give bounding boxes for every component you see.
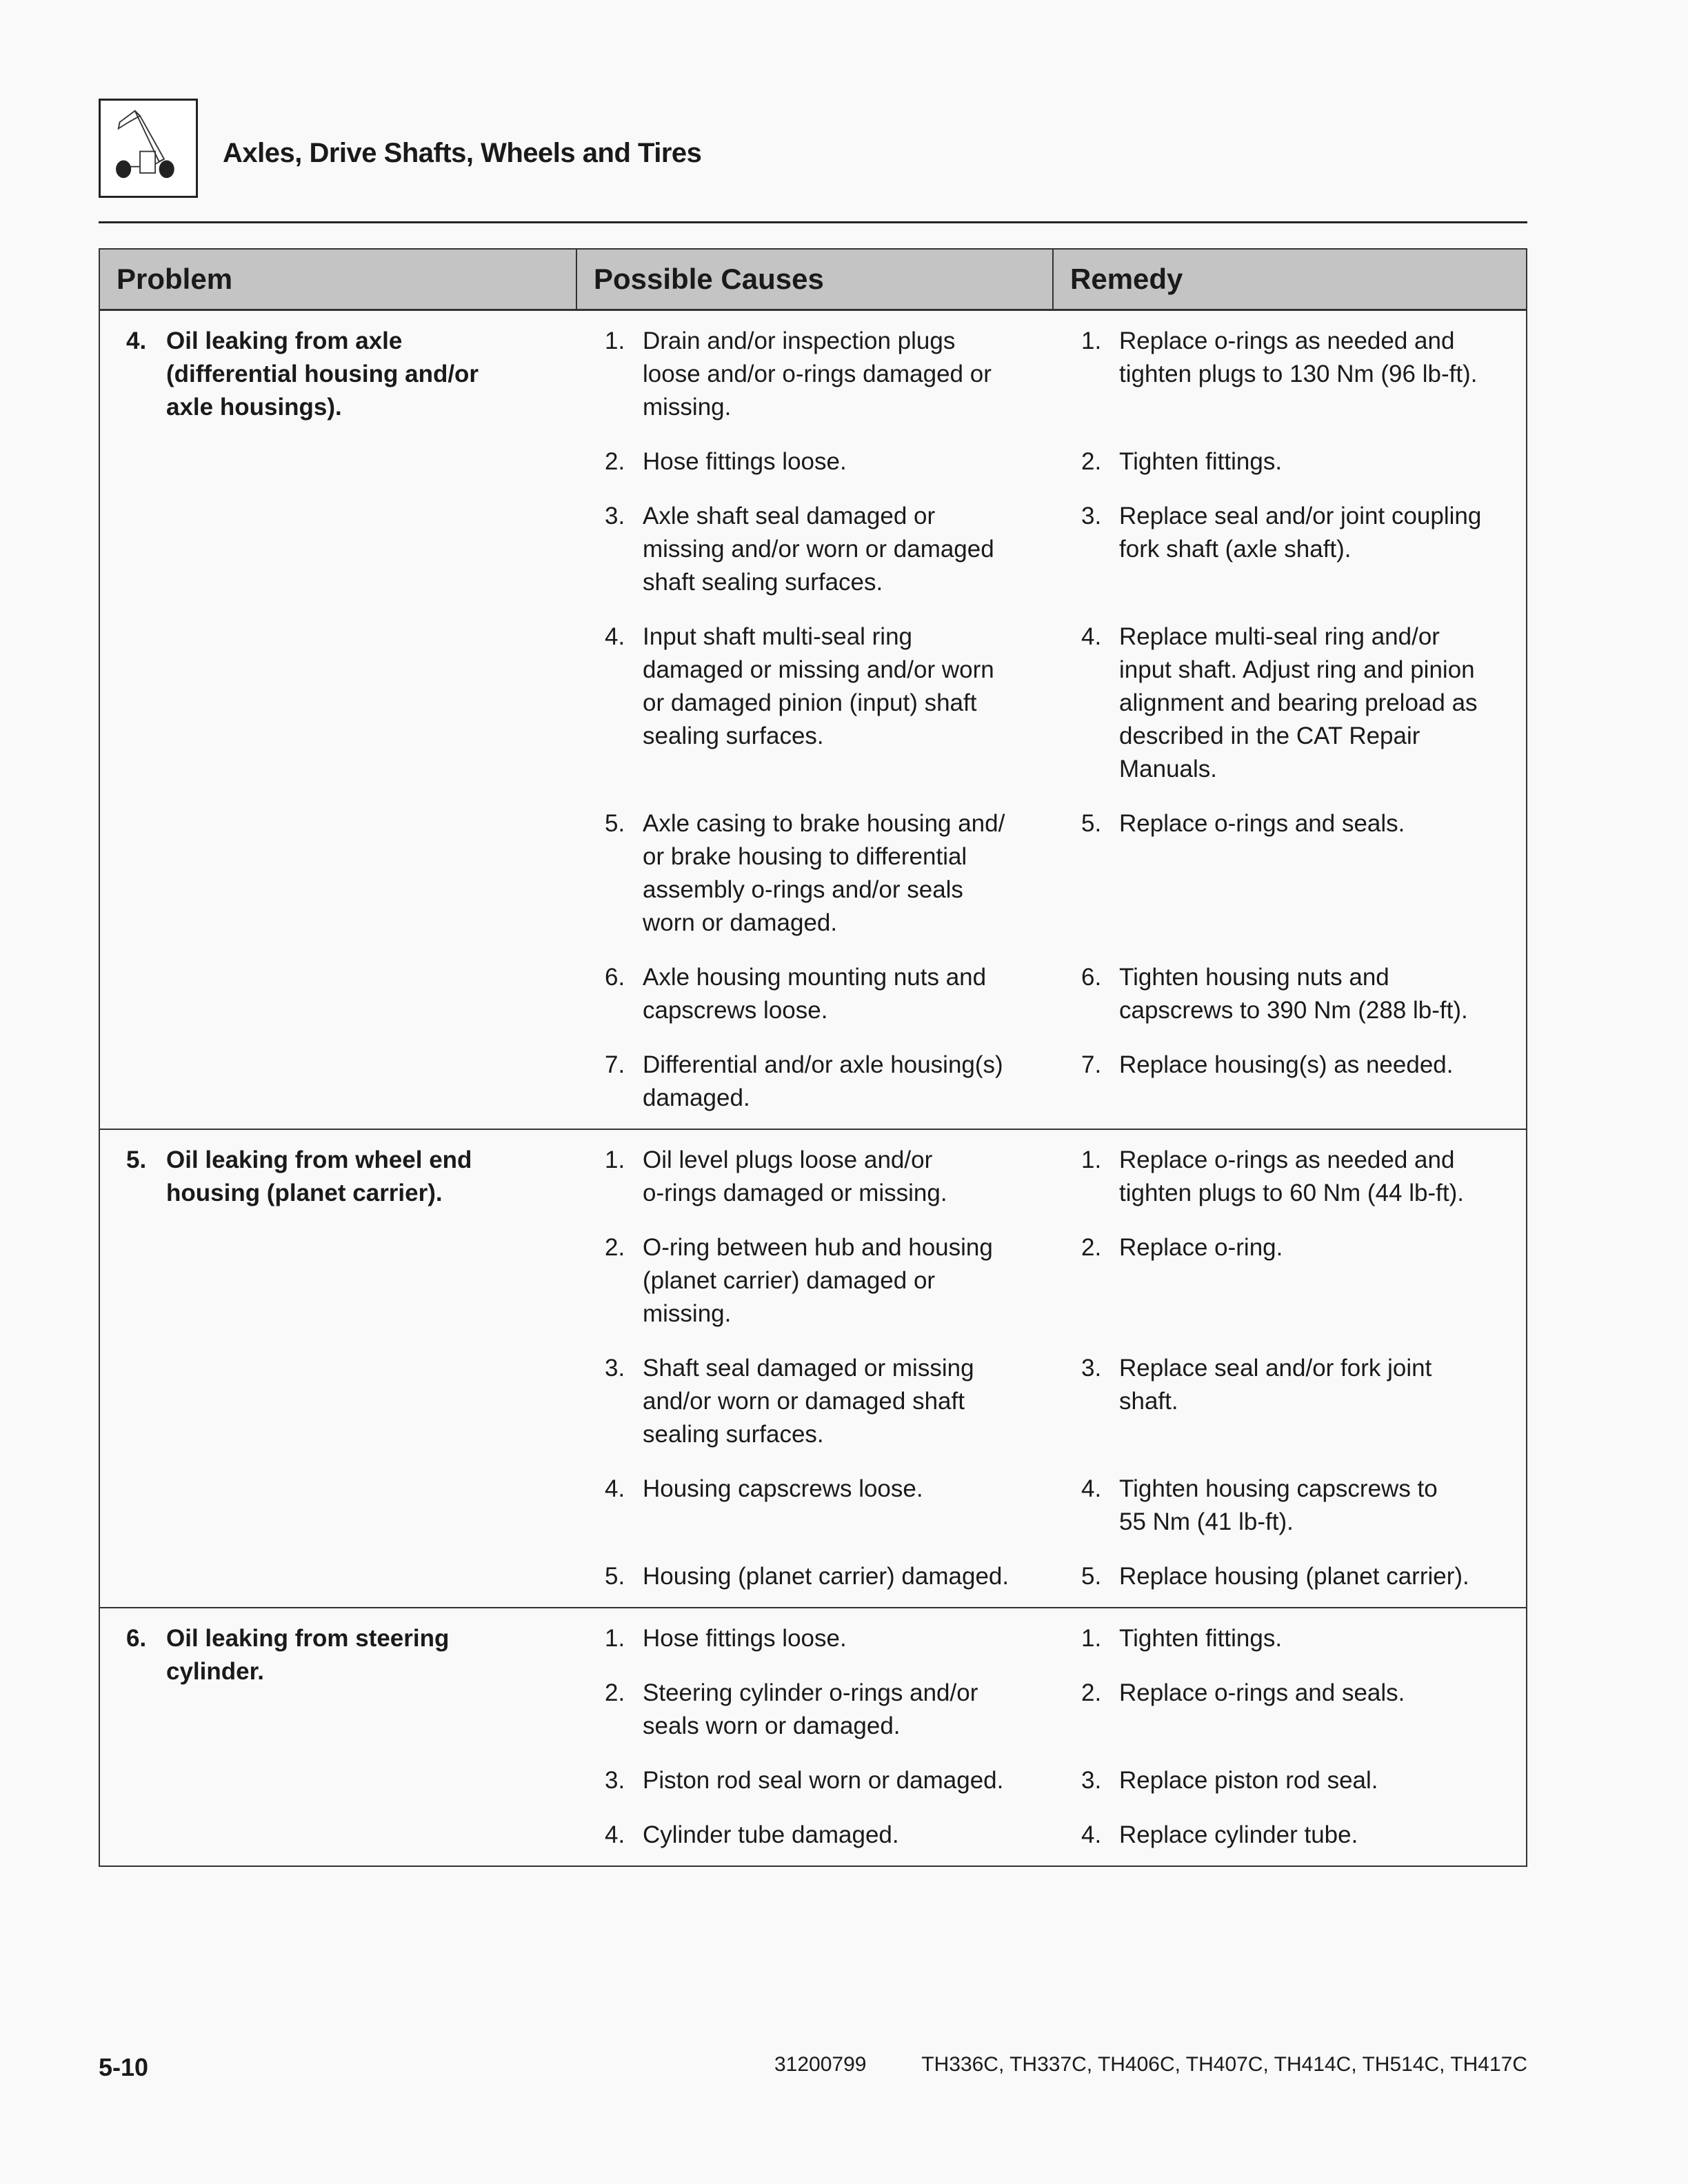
remedy-number: 3. [1081,503,1102,529]
cause-text: Drain and/or inspection plugs loose and/or o-rings damaged or missing. [643,327,992,421]
cause-number: 6. [605,964,625,991]
cause-number: 5. [605,810,625,837]
table-row [576,1352,1526,1451]
remedy-item [1052,325,1526,424]
remedy-item [1052,1231,1526,1331]
cause-number: 7. [605,1051,625,1078]
remedy-item [1052,1622,1526,1655]
remedy-text: Replace o-rings as needed and tighten plugs to 130 Nm (96 lb-ft). [1119,327,1478,387]
remedy-number: 7. [1081,1051,1102,1078]
cause-text: Input shaft multi-seal ring damaged or missing and/or worn or damaged pinion (input) shaft sealing surfaces. [643,623,994,749]
remedy-text: Replace housing (planet carrier). [1119,1563,1469,1590]
remedy-item [1052,500,1526,599]
remedy-item [1052,1352,1526,1451]
remedy-number: 2. [1081,1679,1102,1706]
table-row [576,807,1526,940]
remedy-number: 6. [1081,964,1102,991]
cause-number: 5. [605,1563,625,1590]
remedy-item [1052,1560,1526,1593]
remedy-number: 4. [1081,1475,1102,1502]
remedy-number: 3. [1081,1355,1102,1382]
cause-text: Hose fittings loose. [643,1625,847,1652]
cause-number: 2. [605,1679,625,1706]
table-row [576,500,1526,599]
column-header-remedy: Remedy [1052,250,1526,309]
table-row-group [100,311,1526,1129]
table-row [576,325,1526,424]
cause-item [576,1231,1052,1331]
cause-number: 2. [605,448,625,475]
remedy-item [1052,807,1526,940]
cause-item [576,961,1052,1027]
remedy-text: Tighten fittings. [1119,1625,1283,1652]
cause-item [576,500,1052,599]
cause-text: Oil level plugs loose and/or o-rings damaged or missing. [643,1146,947,1206]
table-row [576,1473,1526,1539]
remedy-item [1052,445,1526,478]
cause-text: Piston rod seal worn or damaged. [643,1767,1004,1794]
remedy-text: Replace housing(s) as needed. [1119,1051,1454,1078]
table-row [576,1622,1526,1655]
remedy-number: 1. [1081,327,1102,354]
table-row [576,961,1526,1027]
remedy-item [1052,1819,1526,1852]
remedy-text: Replace seal and/or fork joint shaft. [1119,1355,1432,1415]
remedy-number: 2. [1081,1234,1102,1261]
remedy-number: 3. [1081,1767,1102,1794]
remedy-text: Replace piston rod seal. [1119,1767,1378,1794]
remedy-number: 5. [1081,1563,1102,1590]
remedy-number: 1. [1081,1625,1102,1652]
table-row [576,1764,1526,1797]
remedy-text: Replace seal and/or joint coupling fork shaft (axle shaft). [1119,503,1482,563]
cause-number: 4. [605,623,625,650]
cause-item [576,1144,1052,1210]
cause-item [576,445,1052,478]
problem-text: Oil leaking from wheel end housing (planet carrier). [166,1146,472,1206]
cause-text: Housing (planet carrier) damaged. [643,1563,1009,1590]
problem-number: 5. [126,1146,147,1173]
cause-text: Differential and/or axle housing(s) damaged. [643,1051,1003,1111]
cause-number: 4. [605,1821,625,1848]
problem-number: 6. [126,1625,147,1652]
remedy-item [1052,961,1526,1027]
telehandler-icon [99,99,198,198]
model-list: TH336C, TH337C, TH406C, TH407C, TH414C, TH514C, TH417C [921,2053,1527,2076]
cause-item [576,1473,1052,1539]
table-row [576,1231,1526,1331]
column-header-problem: Problem [117,263,233,295]
cause-item [576,1049,1052,1115]
cause-number: 3. [605,1355,625,1382]
remedy-item [1052,1677,1526,1743]
cause-item [576,325,1052,424]
table-row [576,1819,1526,1852]
cause-number: 2. [605,1234,625,1261]
cause-number: 3. [605,1767,625,1794]
cause-number: 1. [605,1146,625,1173]
table-row [576,1677,1526,1743]
table-row-group [100,1129,1526,1607]
problem-cell [100,1144,576,1593]
remedy-item [1052,1764,1526,1797]
table-row [576,1560,1526,1593]
remedy-text: Replace o-ring. [1119,1234,1283,1261]
cause-item [576,807,1052,940]
cause-text: Steering cylinder o-rings and/or seals worn or damaged. [643,1679,978,1739]
cause-text: Shaft seal damaged or missing and/or worn or damaged shaft sealing surfaces. [643,1355,974,1448]
document-number: 31200799 [774,2053,867,2076]
cause-number: 1. [605,327,625,354]
remedy-text: Tighten housing capscrews to 55 Nm (41 lb-ft). [1119,1475,1438,1535]
remedy-text: Replace cylinder tube. [1119,1821,1358,1848]
problem-number: 4. [126,327,147,354]
cause-item [576,1819,1052,1852]
page-number: 5-10 [99,2053,149,2081]
problem-text: Oil leaking from steering cylinder. [166,1625,450,1685]
cause-item [576,1677,1052,1743]
table-row [576,1144,1526,1210]
problem-cell [100,1622,576,1852]
remedy-item [1052,1144,1526,1210]
remedy-item [1052,1473,1526,1539]
cause-text: Hose fittings loose. [643,448,847,475]
remedy-number: 2. [1081,448,1102,475]
column-header-causes: Possible Causes [576,250,1052,309]
section-title: Axles, Drive Shafts, Wheels and Tires [223,138,702,168]
cause-number: 3. [605,503,625,529]
cause-text: Axle shaft seal damaged or missing and/or worn or damaged shaft sealing surfaces. [643,503,994,596]
cause-text: Axle housing mounting nuts and capscrews loose. [643,964,987,1024]
remedy-text: Replace multi-seal ring and/or input shaft. Adjust ring and pinion alignment and bearing preload as described in the CAT Repair Manuals. [1119,623,1478,782]
table-row [576,1049,1526,1115]
remedy-number: 4. [1081,623,1102,650]
remedy-item [1052,620,1526,786]
remedy-text: Tighten fittings. [1119,448,1283,475]
cause-item [576,1764,1052,1797]
remedy-number: 5. [1081,810,1102,837]
remedy-text: Replace o-rings and seals. [1119,1679,1405,1706]
remedy-text: Replace o-rings as needed and tighten plugs to 60 Nm (44 lb-ft). [1119,1146,1464,1206]
remedy-text: Tighten housing nuts and capscrews to 390 Nm (288 lb-ft). [1119,964,1468,1024]
cause-item [576,1352,1052,1451]
remedy-item [1052,1049,1526,1115]
table-header [100,250,1526,311]
problem-text: Oil leaking from axle (differential housing and/or axle housings). [166,327,479,421]
cause-item [576,620,1052,786]
problem-cell [100,325,576,1115]
cause-number: 1. [605,1625,625,1652]
cause-item [576,1622,1052,1655]
table-row [576,445,1526,478]
header-divider [99,221,1527,223]
cause-text: O-ring between hub and housing (planet carrier) damaged or missing. [643,1234,993,1327]
remedy-text: Replace o-rings and seals. [1119,810,1405,837]
cause-text: Axle casing to brake housing and/ or brake housing to differential assembly o-rings and/or seals worn or damaged. [643,810,1005,936]
cause-text: Cylinder tube damaged. [643,1821,899,1848]
cause-item [576,1560,1052,1593]
troubleshooting-table [99,248,1527,1867]
remedy-number: 1. [1081,1146,1102,1173]
cause-number: 4. [605,1475,625,1502]
remedy-number: 4. [1081,1821,1102,1848]
table-row-group [100,1607,1526,1866]
table-row [576,620,1526,786]
cause-text: Housing capscrews loose. [643,1475,923,1502]
